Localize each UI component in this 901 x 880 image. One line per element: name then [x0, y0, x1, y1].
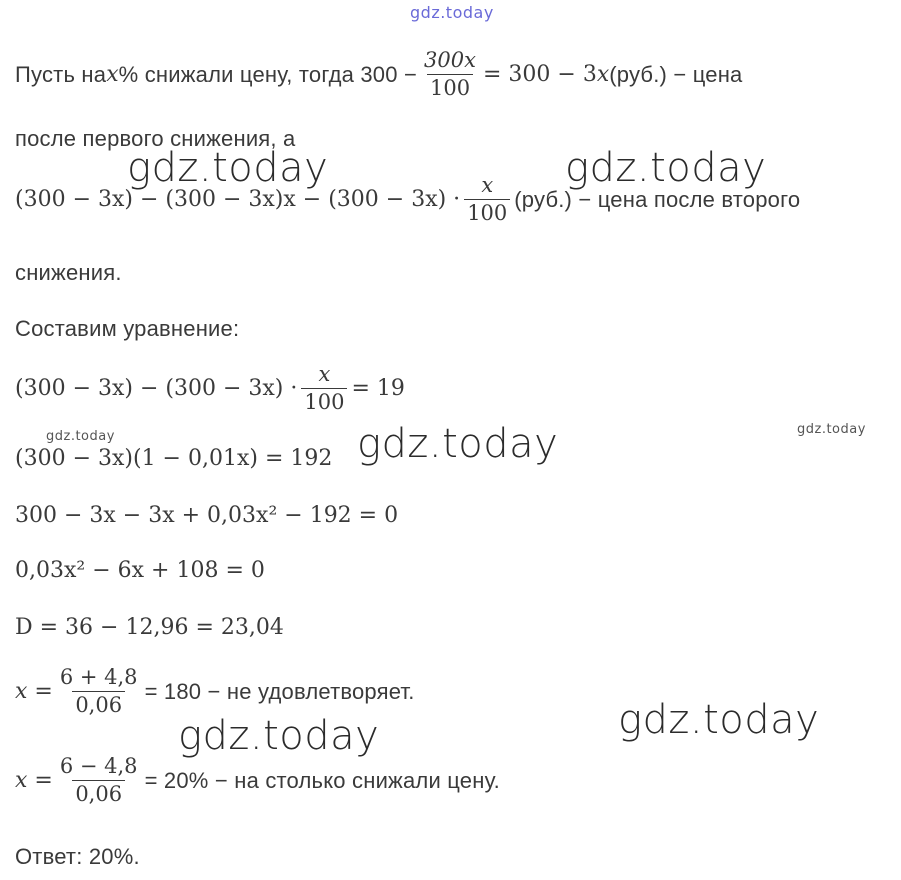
watermark-small: gdz.today — [797, 422, 866, 437]
expression: (300 − 3x) − (300 − 3x)x − (300 − 3x) · — [15, 186, 461, 212]
fraction — [57, 756, 141, 805]
fraction-numerator: 300x — [424, 48, 476, 72]
text: = 300 − 3 — [482, 61, 597, 87]
solution-line-9: 0,03x² − 6x + 108 = 0 — [15, 558, 265, 583]
fraction-numerator: 6 + 4,8 — [59, 665, 138, 689]
expression: x = — [15, 678, 53, 704]
watermark-small: gdz.today — [46, 429, 115, 444]
fraction — [421, 50, 479, 99]
fraction — [57, 667, 141, 716]
text: = 180 − не удовлетворяет. — [144, 678, 415, 704]
watermark-large: gdz.today — [618, 697, 820, 743]
answer-line: Ответ: 20%. — [15, 844, 140, 869]
solution-line-12 — [15, 756, 500, 805]
solution-line-2: после первого снижения, а — [15, 126, 296, 151]
fraction-denominator: 0,06 — [72, 780, 125, 805]
watermark-top: gdz.today — [410, 3, 494, 22]
solution-line-5: Составим уравнение: — [15, 316, 240, 341]
fraction-denominator: 100 — [301, 388, 347, 413]
solution-line-8: 300 − 3x − 3x + 0,03x² − 192 = 0 — [15, 503, 399, 528]
variable: x — [596, 61, 610, 87]
solution-line-4: снижения. — [15, 260, 122, 285]
watermark-large: gdz.today — [127, 145, 329, 191]
solution-line-1 — [15, 50, 743, 99]
watermark-large: gdz.today — [565, 145, 767, 191]
fraction-numerator: x — [481, 173, 494, 197]
solution-line-11 — [15, 667, 415, 716]
text: = 20% − на столько снижали цену. — [144, 767, 500, 793]
solution-line-10: D = 36 − 12,96 = 23,04 — [15, 615, 284, 640]
variable: x — [106, 61, 119, 87]
solution-line-3 — [15, 175, 800, 224]
solution-line-6 — [15, 364, 405, 413]
fraction-denominator: 0,06 — [72, 691, 125, 716]
fraction — [464, 175, 510, 224]
solution-line-7: (300 − 3x)(1 − 0,01x) = 192 — [15, 446, 333, 471]
text: (руб.) − цена — [609, 61, 743, 87]
expression: (300 − 3x) − (300 − 3x) · — [15, 375, 298, 401]
expression: = 19 — [351, 375, 405, 401]
fraction-numerator: 6 − 4,8 — [59, 754, 138, 778]
watermark-large: gdz.today — [178, 713, 380, 759]
fraction-numerator: x — [318, 362, 331, 386]
expression: x = — [15, 767, 53, 793]
text: (руб.) − цена после второго — [514, 186, 801, 212]
watermark-large: gdz.today — [357, 421, 559, 467]
text: % снижали цену, тогда 300 − — [118, 61, 418, 87]
fraction — [301, 364, 347, 413]
fraction-denominator: 100 — [427, 74, 473, 99]
fraction-denominator: 100 — [464, 199, 510, 224]
text: Пусть на — [15, 61, 107, 87]
